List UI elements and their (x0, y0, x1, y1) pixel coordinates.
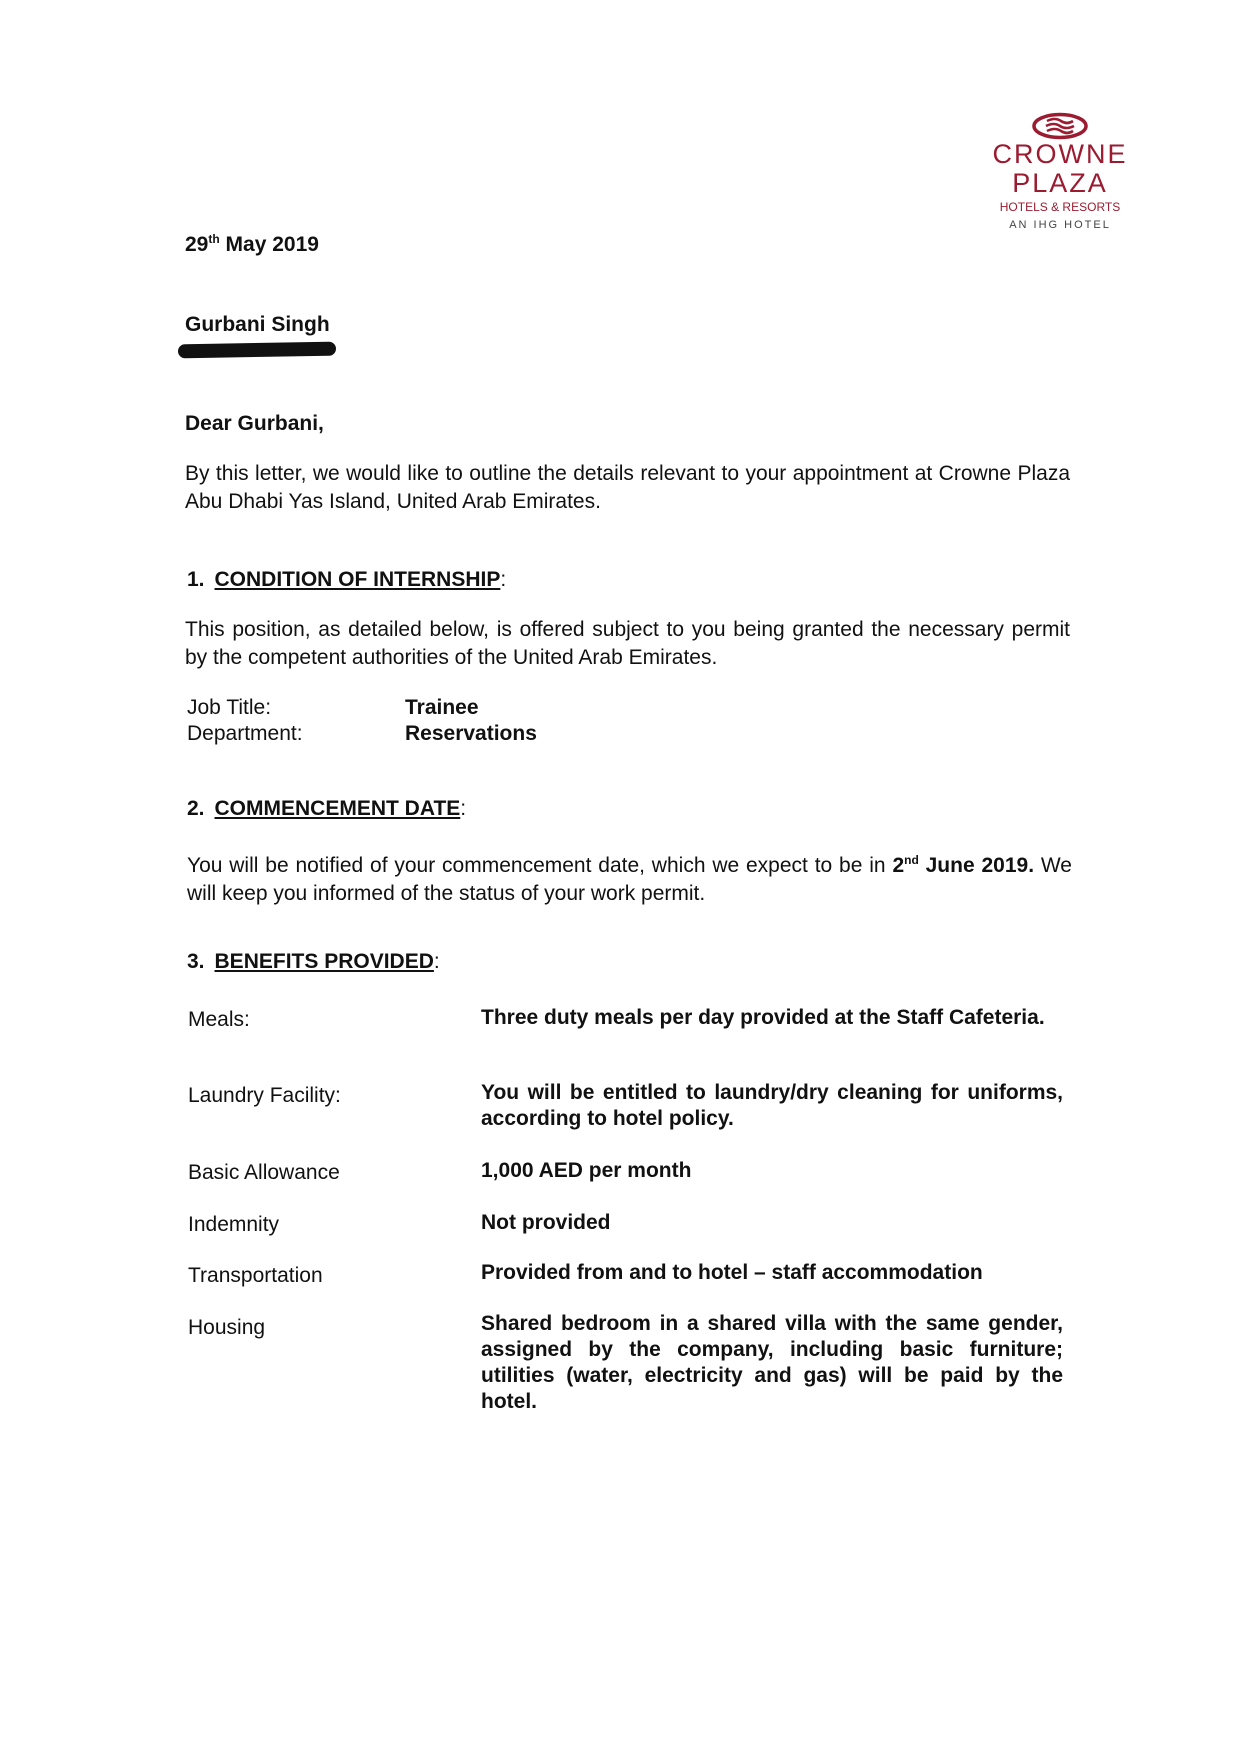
date-day: 29 (185, 233, 209, 256)
logo-ihg-text: AN IHG HOTEL (1009, 219, 1111, 231)
section-2-paragraph (187, 846, 1072, 908)
benefit-meals-label: Meals: (188, 1008, 250, 1031)
section-1-colon: : (500, 568, 507, 591)
benefit-meals-value: Three duty meals per day provided at the Staff Cafeteria. (481, 1006, 1045, 1029)
benefit-indemnity-label: Indemnity (188, 1213, 280, 1236)
section-3-title: BENEFITS PROVIDED (214, 950, 434, 973)
commencement-month-year: June 2019. (918, 854, 1035, 877)
benefit-indemnity-value: Not provided (481, 1211, 611, 1234)
section-3-colon: : (433, 950, 440, 973)
section-2-colon: : (460, 797, 467, 820)
logo-hotels-resorts-text: HOTELS & RESORTS (999, 200, 1121, 214)
date-month-year: May 2019 (225, 233, 319, 256)
benefit-transportation-value: Provided from and to hotel – staff accommodation (481, 1261, 983, 1284)
commencement-day-suffix: nd (904, 853, 919, 867)
section-1-heading (187, 568, 506, 592)
benefit-laundry-value: You will be entitled to laundry/dry cleaning for uniforms, according to hotel policy. (481, 1081, 1063, 1130)
benefit-laundry-label: Laundry Facility: (188, 1084, 341, 1107)
section-3-number: 3. (187, 950, 205, 973)
logo-plaza-text: PLAZA (1012, 168, 1108, 198)
department-label: Department: (187, 722, 303, 745)
work-permit-text: We will keep you informed of the status of your work permit. (187, 854, 1072, 905)
benefit-transportation-label: Transportation (188, 1264, 323, 1287)
section-2-title: COMMENCEMENT DATE (214, 797, 461, 820)
section-2-heading (187, 797, 466, 821)
logo-crowne-text: CROWNE (992, 139, 1128, 169)
intro-paragraph: By this letter, we would like to outline the details relevant to your appointment at Crowne Plaza Abu Dhabi Yas Island, United Arab Emirates. (185, 462, 1070, 513)
recipient-name: Gurbani Singh (185, 313, 330, 336)
letter-date (185, 232, 319, 257)
date-suffix: th (208, 232, 220, 246)
commencement-day: 2 (892, 854, 905, 877)
commencement-text: You will be notified of your commencement date, which we expect to be in (187, 854, 893, 877)
crowne-plaza-logo (985, 112, 1135, 231)
section-3-heading (187, 950, 440, 974)
section-2-number: 2. (187, 797, 205, 820)
department-value: Reservations (405, 722, 537, 745)
job-title-value: Trainee (405, 696, 479, 719)
salutation: Dear Gurbani, (185, 412, 324, 435)
benefit-housing-value: Shared bedroom in a shared villa with the same gender, assigned by the company, including basic furniture; utilities (water, electricity and gas) will be paid by the hotel. (481, 1312, 1063, 1413)
section-1-paragraph: This position, as detailed below, is offered subject to you being granted the necessary permit by the competent authorities of the United Arab Emirates. (185, 618, 1070, 669)
section-1-title: CONDITION OF INTERNSHIP (214, 568, 501, 591)
section-1-number: 1. (187, 568, 205, 591)
benefit-housing-label: Housing (188, 1316, 266, 1339)
redacted-address (178, 342, 336, 359)
job-title-label: Job Title: (187, 696, 272, 719)
crowne-plaza-emblem-icon (1031, 112, 1089, 140)
benefit-allowance-value: 1,000 AED per month (481, 1159, 692, 1182)
benefit-allowance-label: Basic Allowance (188, 1161, 340, 1184)
